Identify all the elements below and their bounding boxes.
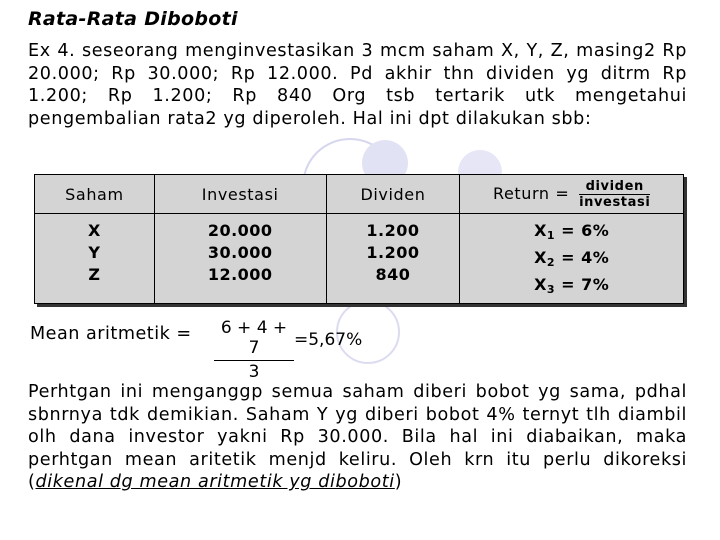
return-fraction-denominator: investasi bbox=[579, 194, 651, 210]
dividen-value: 1.200 bbox=[366, 243, 420, 262]
saham-cell bbox=[35, 214, 155, 304]
dividen-value: 840 bbox=[375, 265, 411, 284]
mean-numerator: 6 + 4 + 7 bbox=[214, 318, 294, 361]
closing-text: Perhtgan ini menganggp semua saham diberi bobot yg sama, pdhal sbnrnya tdk demikian. Saham Y yg diberi bobot 4% ternyt tlh diambil olh dana investor yakni Rp 30.000. Bila hal ini diabaikan, maka perhtgan mean aritetik menjd keliru. Oleh krn itu perlu dikoreksi ( bbox=[28, 382, 687, 493]
return-percent: = 6% bbox=[561, 221, 610, 240]
closing-end: ) bbox=[394, 472, 403, 493]
data-table-container bbox=[34, 174, 684, 304]
closing-underlined-text: dikenal dg mean aritmetik yg diboboti bbox=[35, 472, 395, 493]
return-fraction-numerator: dividen bbox=[579, 179, 650, 195]
return-percent: = 4% bbox=[561, 248, 610, 267]
return-value bbox=[461, 247, 682, 274]
investasi-value: 20.000 bbox=[207, 221, 273, 240]
slide-title: Rata-Rata Diboboti bbox=[28, 8, 238, 30]
header-saham: Saham bbox=[35, 175, 155, 214]
mean-fraction bbox=[214, 318, 294, 383]
investasi-value: 12.000 bbox=[207, 265, 273, 284]
intro-paragraph: Ex 4. seseorang menginvestasikan 3 mcm saham X, Y, Z, masing2 Rp 20.000; Rp 30.000; Rp 12.000. Pd akhir thn dividen yg ditrm Rp 1.200; Rp 1.200; Rp 840 Org tsb tertarik utk mengetahui pengembalian rata2 yg diperoleh. Hal ini dpt dilakukan sbb: bbox=[28, 41, 687, 129]
return-subscript: 1 bbox=[546, 229, 556, 242]
header-dividen: Dividen bbox=[326, 175, 460, 214]
return-subscript: 3 bbox=[546, 283, 556, 296]
return-var: X bbox=[534, 221, 547, 240]
return-cell bbox=[460, 214, 684, 304]
saham-value: X bbox=[87, 221, 101, 240]
return-var: X bbox=[534, 248, 547, 267]
investasi-cell bbox=[154, 214, 326, 304]
dividen-value: 1.200 bbox=[366, 221, 420, 240]
return-value bbox=[461, 274, 682, 301]
header-investasi: Investasi bbox=[154, 175, 326, 214]
saham-value: Y bbox=[88, 243, 101, 262]
mean-result: =5,67% bbox=[294, 330, 363, 350]
table-row bbox=[35, 214, 684, 304]
return-percent: = 7% bbox=[561, 275, 610, 294]
return-label: Return = bbox=[492, 183, 570, 203]
mean-label: Mean aritmetik = bbox=[30, 324, 192, 344]
dividen-cell bbox=[326, 214, 460, 304]
return-fraction bbox=[579, 179, 650, 210]
table-header-row bbox=[35, 175, 684, 214]
return-subscript: 2 bbox=[546, 256, 556, 269]
header-return bbox=[460, 175, 684, 214]
mean-denominator: 3 bbox=[248, 362, 260, 382]
saham-value: Z bbox=[88, 265, 101, 284]
data-table bbox=[34, 174, 684, 304]
investasi-value: 30.000 bbox=[207, 243, 273, 262]
return-value bbox=[461, 220, 682, 247]
return-var: X bbox=[534, 275, 547, 294]
closing-paragraph bbox=[28, 381, 687, 494]
